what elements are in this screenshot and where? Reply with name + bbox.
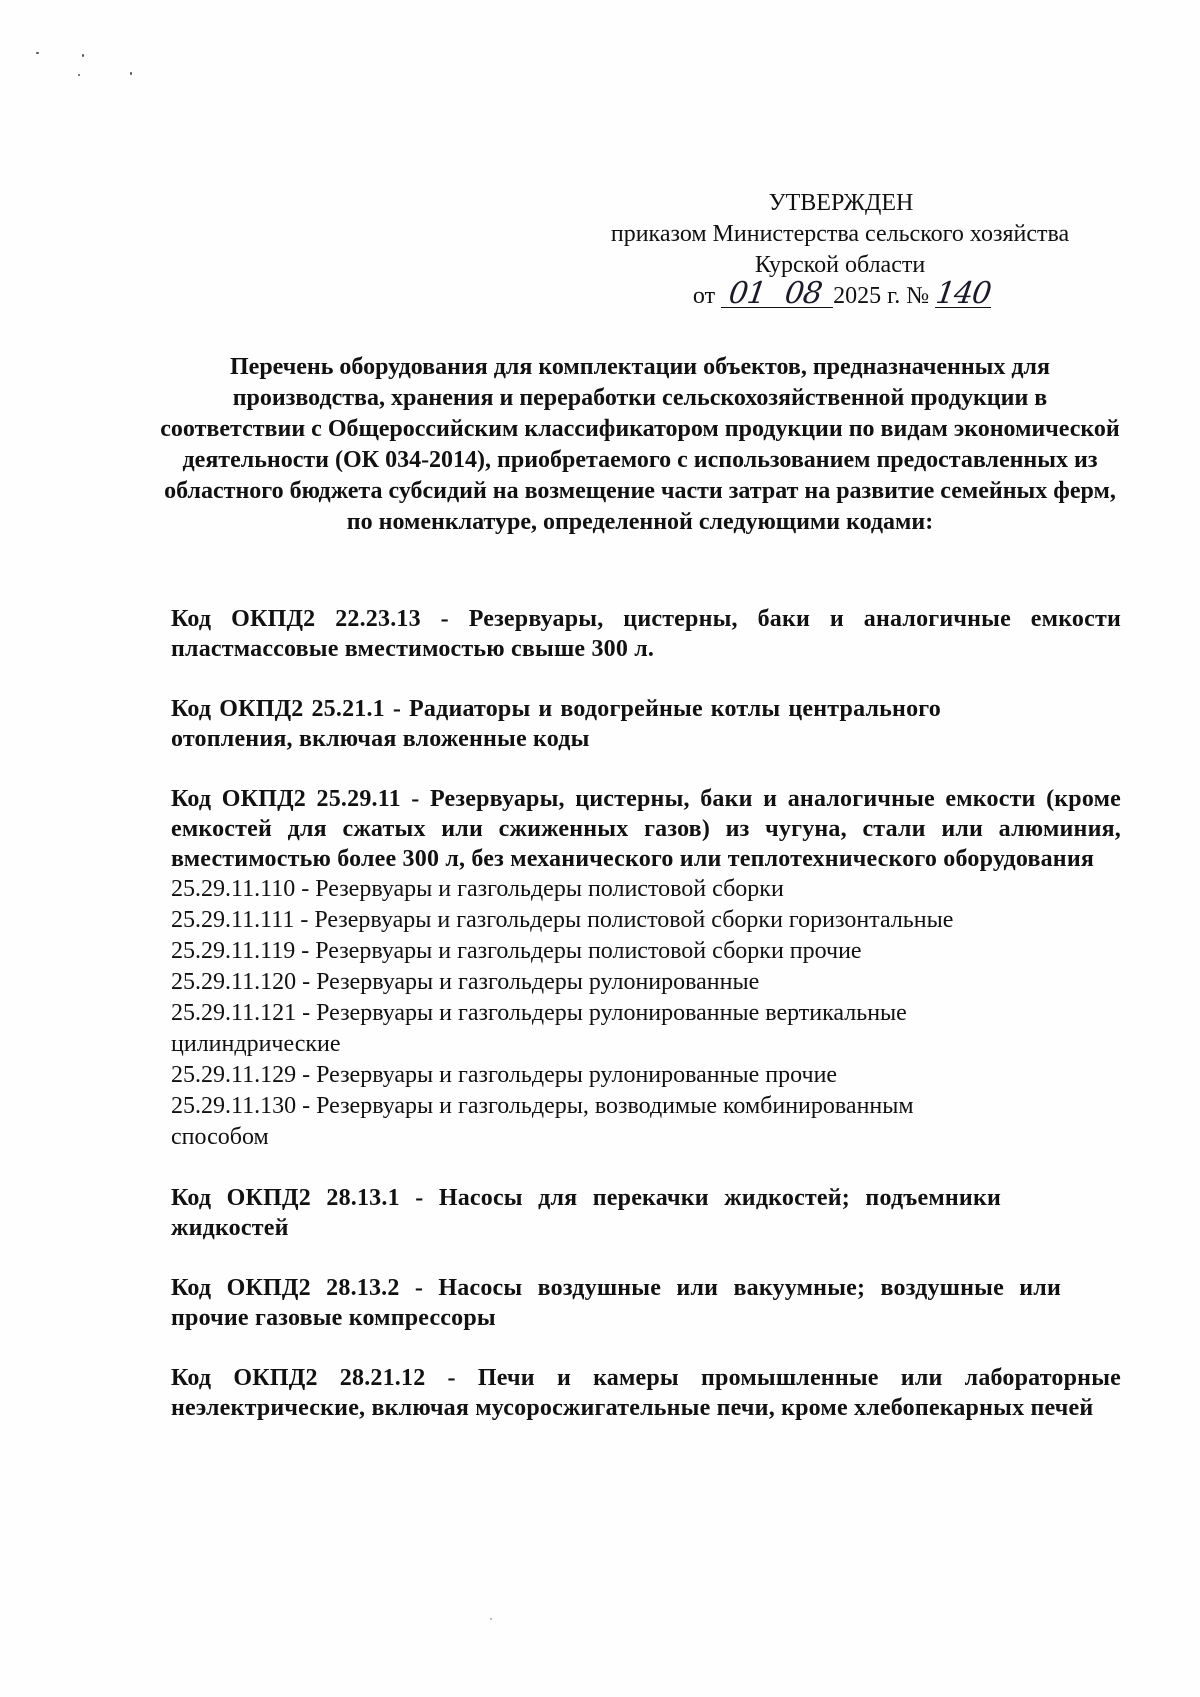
date-year-suffix: 2025 г. № <box>833 283 930 309</box>
approval-heading: УТВЕРЖДЕН <box>768 190 914 216</box>
code-section <box>171 784 1121 1153</box>
code-section <box>171 1183 1121 1243</box>
sub-code-item: 25.29.11.111 - Резервуары и газгольдеры полистовой сборки горизонтальные <box>171 907 954 933</box>
code-section <box>171 604 1121 664</box>
sub-code-item: 25.29.11.121 - Резервуары и газгольдеры рулонированные вертикальные цилиндрические <box>171 1000 907 1057</box>
sub-code-item: 25.29.11.120 - Резервуары и газгольдеры рулонированные <box>171 969 760 995</box>
section-heading: Код ОКПД2 28.21.12 - Печи и камеры промышленные или лабораторные неэлектрические, включая мусоросжигательные печи, кроме хлебопекарных печей <box>171 1365 1121 1421</box>
scan-speck <box>130 72 132 75</box>
approval-order-line: приказом Министерства сельского хозяйства <box>610 221 1070 247</box>
section-heading: Код ОКПД2 22.23.13 - Резервуары, цистерны, баки и аналогичные емкости пластмассовые вместимостью свыше 300 л. <box>171 606 1121 662</box>
code-section <box>171 694 1121 754</box>
date-prefix: от <box>692 283 716 309</box>
scan-speck <box>36 52 39 54</box>
order-number-blank <box>933 276 993 311</box>
approval-block <box>560 188 1120 312</box>
approval-date-line <box>560 276 1120 312</box>
order-number-handwritten: 140 <box>933 276 993 311</box>
scan-speck <box>78 74 80 76</box>
date-month-blank <box>773 276 833 311</box>
scan-speck <box>490 1618 492 1620</box>
document-title: Перечень оборудования для комплектации объектов, предназначенных для производства, хранения и переработки сельскохозяйственной продукции в соответствии с Общероссийским классификатором продукции по видам экономической деятельности (ОК 034-2014), приобретаемого с использованием предоставленных из областного бюджета субсидий на возмещение части затрат на развитие семейных ферм, по номенклатуре, определенной следующими кодами: <box>160 354 1120 535</box>
code-section <box>171 1363 1121 1423</box>
code-list <box>171 604 1121 1453</box>
section-heading: Код ОКПД2 25.29.11 - Резервуары, цистерны, баки и аналогичные емкости (кроме емкостей для сжатых или сжиженных газов) из чугуна, стали или алюминия, вместимостью более 300 л, без механического или теплотехнического оборудования <box>171 786 1121 872</box>
date-month-handwritten: 08 <box>782 276 824 311</box>
date-day-blank <box>721 276 773 311</box>
section-heading: Код ОКПД2 28.13.1 - Насосы для перекачки жидкостей; подъемники жидкостей <box>171 1185 1001 1241</box>
date-day-handwritten: 01 <box>726 276 768 311</box>
sub-code-item: 25.29.11.130 - Резервуары и газгольдеры, возводимые комбинированным способом <box>171 1093 914 1150</box>
sub-code-item: 25.29.11.129 - Резервуары и газгольдеры рулонированные прочие <box>171 1062 838 1088</box>
section-heading: Код ОКПД2 28.13.2 - Насосы воздушные или вакуумные; воздушные или прочие газовые компрессоры <box>171 1275 1061 1331</box>
code-section <box>171 1273 1121 1333</box>
sub-code-item: 25.29.11.110 - Резервуары и газгольдеры полистовой сборки <box>171 876 784 902</box>
section-heading: Код ОКПД2 25.21.1 - Радиаторы и водогрейные котлы центрального отопления, включая вложенные коды <box>171 696 941 752</box>
approval-region-line: Курской области <box>754 252 926 278</box>
sub-code-item: 25.29.11.119 - Резервуары и газгольдеры полистовой сборки прочие <box>171 938 862 964</box>
scan-speck <box>82 54 84 57</box>
